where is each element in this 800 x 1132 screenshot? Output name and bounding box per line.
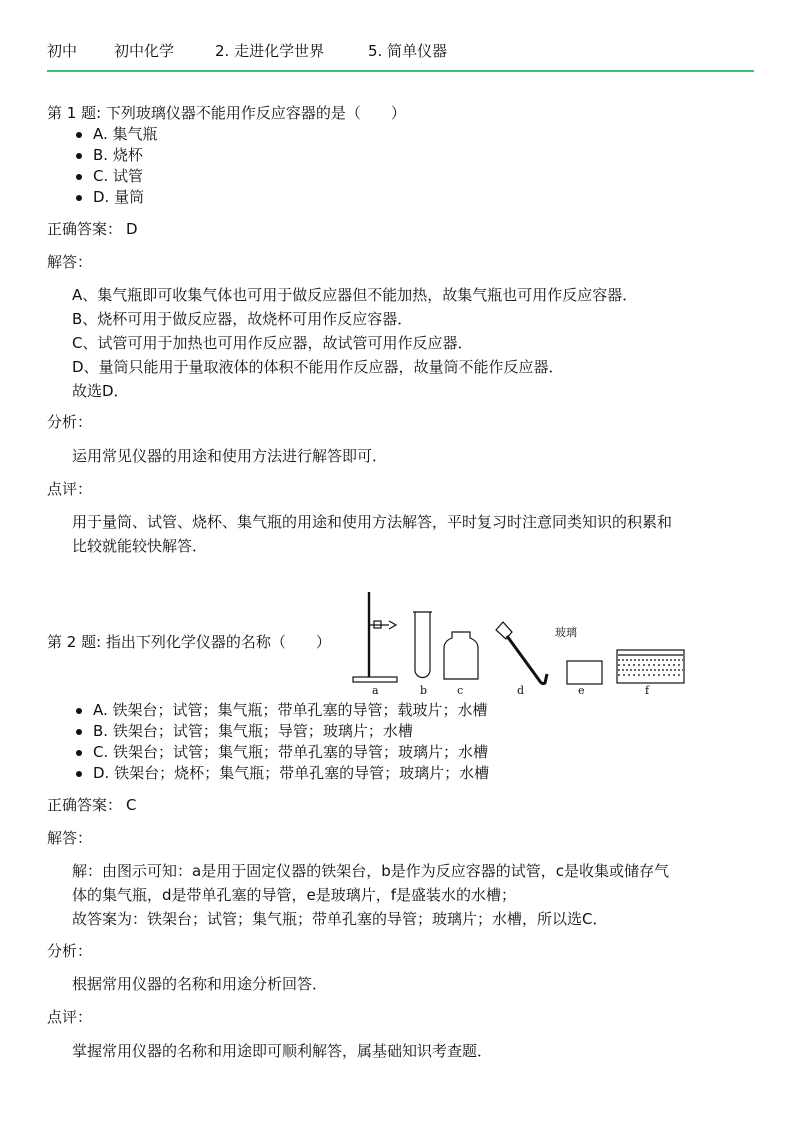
option-a: A. 集气瓶	[47, 124, 754, 145]
option-d: D. 量筒	[47, 187, 754, 208]
figure-label-d: d	[517, 684, 525, 697]
option-c: C. 铁架台；试管；集气瓶；带单孔塞的导管；玻璃片；水槽	[47, 742, 754, 763]
breadcrumb-level: 初中	[47, 42, 78, 60]
analysis-label: 分析：	[47, 413, 93, 431]
glass-plate-diagram	[567, 661, 602, 684]
comment-text-2: 掌握常用仪器的名称和用途即可顺利解答，属基础知识考查题．	[72, 1042, 493, 1060]
explain-label: 解答：	[47, 253, 93, 271]
answer-value: C	[126, 796, 137, 814]
breadcrumb-subject: 初中化学	[114, 42, 175, 60]
glass-label: 玻璃	[555, 626, 577, 639]
explain-line: B、烧杯可用于做反应器，故烧杯可用作反应容器．	[72, 310, 413, 328]
comment-line: 用于量筒、试管、烧杯、集气瓶的用途和使用方法解答，平时复习时注意同类知识的积累和	[72, 513, 673, 531]
explain-label-2: 解答：	[47, 829, 93, 847]
explain-line: 故选D．	[72, 382, 129, 400]
figure-label-f: f	[645, 684, 650, 697]
explain-body	[47, 283, 779, 403]
breadcrumb-unit: 2. 走进化学世界	[215, 42, 325, 60]
figure-label-a: a	[372, 684, 379, 697]
option-c: C. 试管	[47, 166, 754, 187]
explain-line: 解：由图示可知：a是用于固定仪器的铁架台，b是作为反应容器的试管，c是收集或储存气	[72, 862, 669, 880]
comment-line: 比较就能较快解答．	[72, 537, 208, 555]
figure-label-b: b	[420, 684, 428, 697]
delivery-tube-diagram	[496, 622, 547, 684]
header-divider	[47, 70, 754, 72]
iron-stand-diagram	[353, 592, 397, 682]
apparatus-figure	[345, 588, 690, 700]
options-list	[47, 124, 754, 208]
analysis-label-2: 分析：	[47, 942, 93, 960]
question-title-2: 第 2 题: 指出下列化学仪器的名称（ ）	[47, 633, 331, 651]
analysis-text-2: 根据常用仪器的名称和用途分析回答．	[72, 975, 328, 993]
explain-line: 故答案为：铁架台；试管；集气瓶；带单孔塞的导管；玻璃片；水槽，所以选C．	[72, 910, 608, 928]
question-title: 第 1 题: 下列玻璃仪器不能用作反应容器的是（ ）	[47, 104, 406, 122]
explain-body-2	[47, 859, 779, 931]
question-1	[47, 103, 754, 208]
option-b: B. 烧杯	[47, 145, 754, 166]
gas-jar-diagram	[444, 632, 478, 679]
answer-row-2	[47, 795, 754, 816]
option-d: D. 铁架台；烧杯；集气瓶；带单孔塞的导管；玻璃片；水槽	[47, 763, 754, 784]
explain-line: A、集气瓶即可收集气体也可用于做反应器但不能加热，故集气瓶也可用作反应容器．	[72, 286, 638, 304]
test-tube-diagram	[413, 612, 432, 678]
option-b: B. 铁架台；试管；集气瓶；导管；玻璃片；水槽	[47, 721, 754, 742]
analysis-text: 运用常见仪器的用途和使用方法进行解答即可．	[72, 447, 388, 465]
breadcrumb	[47, 40, 754, 62]
explain-line: C、试管可用于加热也可用作反应器，故试管可用作反应器．	[72, 334, 473, 352]
option-a: A. 铁架台；试管；集气瓶；带单孔塞的导管；载玻片；水槽	[47, 700, 754, 721]
comment-body	[47, 510, 779, 558]
question-2-options	[47, 700, 754, 784]
water-trough-diagram	[617, 650, 684, 683]
breadcrumb-section: 5. 简单仪器	[368, 42, 448, 60]
figure-label-e: e	[578, 684, 585, 697]
options-list	[47, 700, 754, 784]
explain-line: 体的集气瓶，d是带单孔塞的导管，e是玻璃片，f是盛装水的水槽；	[72, 886, 517, 904]
answer-label: 正确答案：	[47, 796, 123, 814]
answer-value: D	[126, 220, 138, 238]
figure-label-c: c	[457, 684, 464, 697]
comment-label-2: 点评：	[47, 1008, 93, 1026]
comment-label: 点评：	[47, 480, 93, 498]
explain-line: D、量筒只能用于量取液体的体积不能用作反应器，故量筒不能作反应器．	[72, 358, 564, 376]
answer-label: 正确答案：	[47, 220, 123, 238]
answer-row	[47, 219, 754, 240]
